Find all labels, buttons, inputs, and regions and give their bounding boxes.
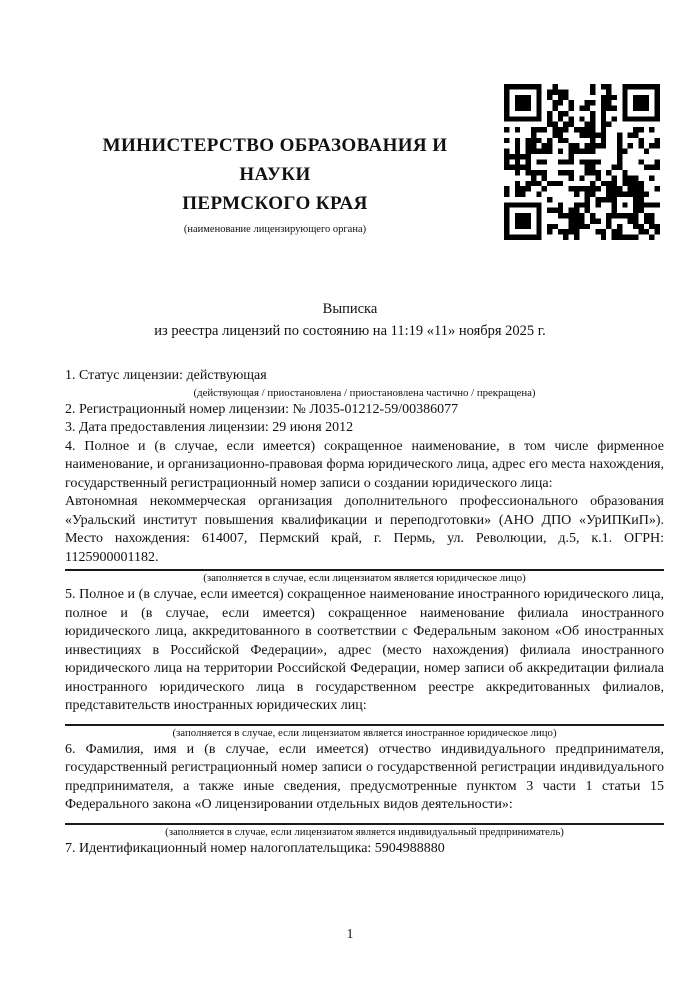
document-title [0, 299, 700, 342]
document-title-line1: Выписка [322, 301, 378, 317]
licensing-authority-header [65, 131, 485, 237]
item-individual-entrepreneur [65, 741, 664, 840]
qr-code-icon [504, 84, 660, 240]
document-body [65, 367, 664, 858]
foreign-entity-note: (заполняется в случае, если лицензиатом является иностранное юридическое лицо) [172, 726, 557, 739]
license-status-text: 1. Статус лицензии: действующая [65, 368, 267, 383]
page-number: 1 [346, 926, 354, 941]
item-license-grant-date: 3. Дата предоставления лицензии: 29 июня 2012 [65, 420, 354, 435]
item-registration-number: 2. Регистрационный номер лицензии: № Л035-01212-59/00386077 [65, 401, 459, 417]
document-title-line2: из реестра лицензий по состоянию на 11:19 «11» ноября 2025 г. [154, 322, 546, 339]
legal-entity-note: (заполняется в случае, если лицензиатом является юридическое лицо) [203, 572, 526, 584]
foreign-entity-label: 5. Полное и (в случае, если имеется) сокращенное наименование иностранного юридического лица, полное и (в случае, если имеется) сокращенное наименование филиала иностранного юридического лица, аккредитованного в соответствии с Федеральным законом «Об иностранных инвестициях в Российской Федерации», адрес (место нахождения) филиала иностранного юридического лица на территории Российской Федерации, номер записи об аккредитации филиала иностранного юридического лица в государственном реестре аккредитованных филиалов, представительств иностранных юридических лиц: [65, 587, 664, 713]
item-legal-entity [65, 438, 664, 587]
individual-entrepreneur-note: (заполняется в случае, если лицензиатом является индивидуальный предприниматель) [165, 825, 564, 838]
legal-entity-label: 4. Полное и (в случае, если имеется) сокращенное наименование, в том числе фирменное наименование, и организационно-правовая форма юридического лица, адрес его места нахождения, государственный регистрационный номер записи о создании юридического лица: [65, 438, 664, 491]
item-taxpayer-id: 7. Идентификационный номер налогоплательщика: 5904988880 [65, 840, 445, 856]
item-foreign-entity [65, 586, 664, 741]
license-status-note: (действующая / приостановлена / приостановлена частично / прекращена) [193, 386, 536, 399]
individual-entrepreneur-label: 6. Фамилия, имя и (в случае, если имеется) отчество индивидуального предпринимателя, государственный регистрационный номер записи о государственной регистрации индивидуального предпринимателя, а также иные сведения, предусмотренные пунктом 3 части 1 статьи 15 Федерального закона «О лицензировании отдельных видов деятельности»: [65, 741, 664, 812]
ministry-caption: (наименование лицензирующего органа) [183, 224, 367, 235]
item-license-status [65, 367, 664, 401]
ministry-name-line1: МИНИСТЕРСТВО ОБРАЗОВАНИЯ И НАУКИ [102, 135, 448, 185]
legal-entity-value: Автономная некоммерческая организация дополнительного профессионального образования «Уральский институт повышения квалификации и переподготовки» (АНО ДПО «УрИПКиП»). Место нахождения: 614007, Пермский край, г. Пермь, ул. Революции, д.5, к.1. ОГРН: 1125900001182. [65, 494, 664, 565]
ministry-name-line2: ПЕРМСКОГО КРАЯ [182, 193, 368, 214]
